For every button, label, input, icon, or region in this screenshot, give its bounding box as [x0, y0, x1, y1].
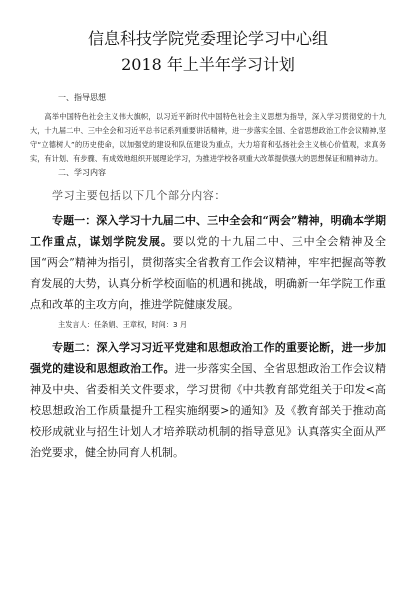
topic-two-lead: 专题二：深入学习习近平党建和思想政治工作的重要论断，进一步加强党的建设和思想政治工作。: [30, 341, 386, 375]
section-heading-guiding-ideology: 一、指导思想: [58, 93, 106, 102]
topic-one-host: 主发言人：任条娟、王章权，时间：3 月: [58, 320, 188, 329]
topic-one-body: 要以党的十九届二中、三中全会精神及全国“两会”精神为指引，贯彻落实全省教育工作会议精神，牢牢把握高等教育发展的大势，认真分析学校面临的机遇和挑战，明确新一年学院工作重点和改革的主攻方向，推进学院健康发展。: [30, 235, 387, 311]
study-content-intro: 学习主要包括以下几个部分内容：: [52, 189, 226, 202]
document-subtitle: 2018 年上半年学习计划: [121, 55, 295, 74]
topic-two-paragraph: [30, 337, 386, 463]
topic-two-body: 进一步落实全国、全省思想政治工作会议精神及中央、省委相关文件要求，学习贯彻《中共教育部党组关于印发<高校思想政治工作质量提升工程实施纲要>的通知》及《教育部关于推动高校形成就业与招生计划人才培养联动机制的指导意见》认真落实全面从严治党要求，健全协同育人机制。: [30, 362, 387, 459]
section-body-guiding-ideology: 高举中国特色社会主义伟大旗帜，以习近平新时代中国特色社会主义思想为指导，深入学习贯彻党的十九大，十九届二中、三中全会和习近平总书记系列重要讲话精神，进一步落实全国、全省思想政治工作会议精神,坚守“立德树人”的历史使命，以加强党的建设和队伍建设为重点，大力培育和弘扬社会主义核心价值观，求真务实，有计划、有步骤、有成效地组织开展理论学习，为推进学校各项重大改革提供强大的思想保证和精神动力。: [30, 112, 386, 163]
topic-one-paragraph: [30, 210, 386, 315]
section-heading-study-content: 二、学习内容: [58, 168, 106, 177]
document-title: 信息科技学院党委理论学习中心组: [87, 29, 328, 48]
topic-one-lead: 专题一：深入学习十九届二中、三中全会和“两会”精神，明确本学期工作重点，谋划学院发展。: [30, 214, 386, 248]
